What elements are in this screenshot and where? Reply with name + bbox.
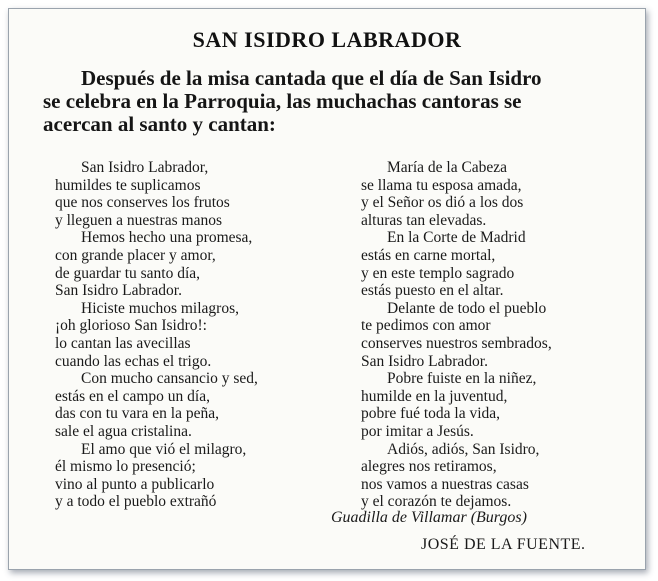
verse-line: con grande placer y amor, [55,246,216,264]
document-page [8,8,646,570]
verse-line: estás en carne mortal, [361,246,496,264]
verse-line: conserves nuestros sembrados, [361,334,552,352]
verse-line: estás puesto en el altar. [361,282,504,300]
author-signature: JOSÉ DE LA FUENTE. [421,536,586,553]
verse-line: que nos conserves los frutos [55,194,230,212]
verse-line: te pedimos con amor [361,317,491,335]
intro-line: acercan al santo y cantan: [43,112,276,136]
verse-line: alegres nos retiramos, [361,458,497,476]
verse-line: San Isidro Labrador. [55,282,182,300]
intro-line: se celebra en la Parroquia, las muchachas cantoras se [43,89,522,113]
verse-line: él mismo lo presenció; [55,458,196,476]
poem-title: SAN ISIDRO LABRADOR [192,27,462,52]
verse-line: Hiciste muchos milagros, [81,299,239,317]
verse-line: y el corazón te dejamos. [361,493,512,511]
intro-paragraph [43,67,618,136]
verse-line: humildes te suplicamos [55,176,201,194]
place-attribution: Guadilla de Villamar (Burgos) [331,509,527,526]
verse-line: pobre fué toda la vida, [361,405,501,423]
verse-line: Adiós, adiós, San Isidro, [387,440,540,458]
verse-line: Pobre fuiste en la niñez, [387,370,537,388]
verse-line: ¡oh glorioso San Isidro!: [55,317,207,335]
verse-line: San Isidro Labrador. [361,352,488,370]
right-verse-column [361,159,631,511]
verse-line: humilde en la juventud, [361,387,508,405]
verse-line: En la Corte de Madrid [387,229,526,247]
verse-line: y a todo el pueblo extrañó [55,493,217,511]
verse-line: Hemos hecho una promesa, [81,229,253,247]
verse-line: lo cantan las avecillas [55,334,191,352]
left-verse-column [55,159,325,511]
verse-line: de guardar tu santo día, [55,264,201,282]
verse-line: Delante de todo el pueblo [387,299,547,317]
intro-line: Después de la misa cantada que el día de San Isidro [81,66,542,90]
verse-line: y el Señor os dió a los dos [361,194,524,212]
verse-line: cuando las echas el trigo. [55,352,212,370]
verse-line: estás en el campo un día, [55,387,210,405]
verse-line: sale el agua cristalina. [55,422,192,440]
verse-line: y en este templo sagrado [361,264,515,282]
verse-line: alturas tan elevadas. [361,211,487,229]
verse-line: y lleguen a nuestras manos [55,211,223,229]
verse-line: por imitar a Jesús. [361,422,474,440]
verse-line: San Isidro Labrador, [81,159,209,176]
verse-line: vino al punto a publicarlo [55,475,215,493]
verse-line: das con tu vara en la peña, [55,405,219,423]
verse-line: Con mucho cansancio y sed, [81,370,258,388]
verse-line: María de la Cabeza [387,159,508,176]
verse-line: se llama tu esposa amada, [361,176,522,194]
verse-line: nos vamos a nuestras casas [361,475,529,493]
verse-line: El amo que vió el milagro, [81,440,247,458]
